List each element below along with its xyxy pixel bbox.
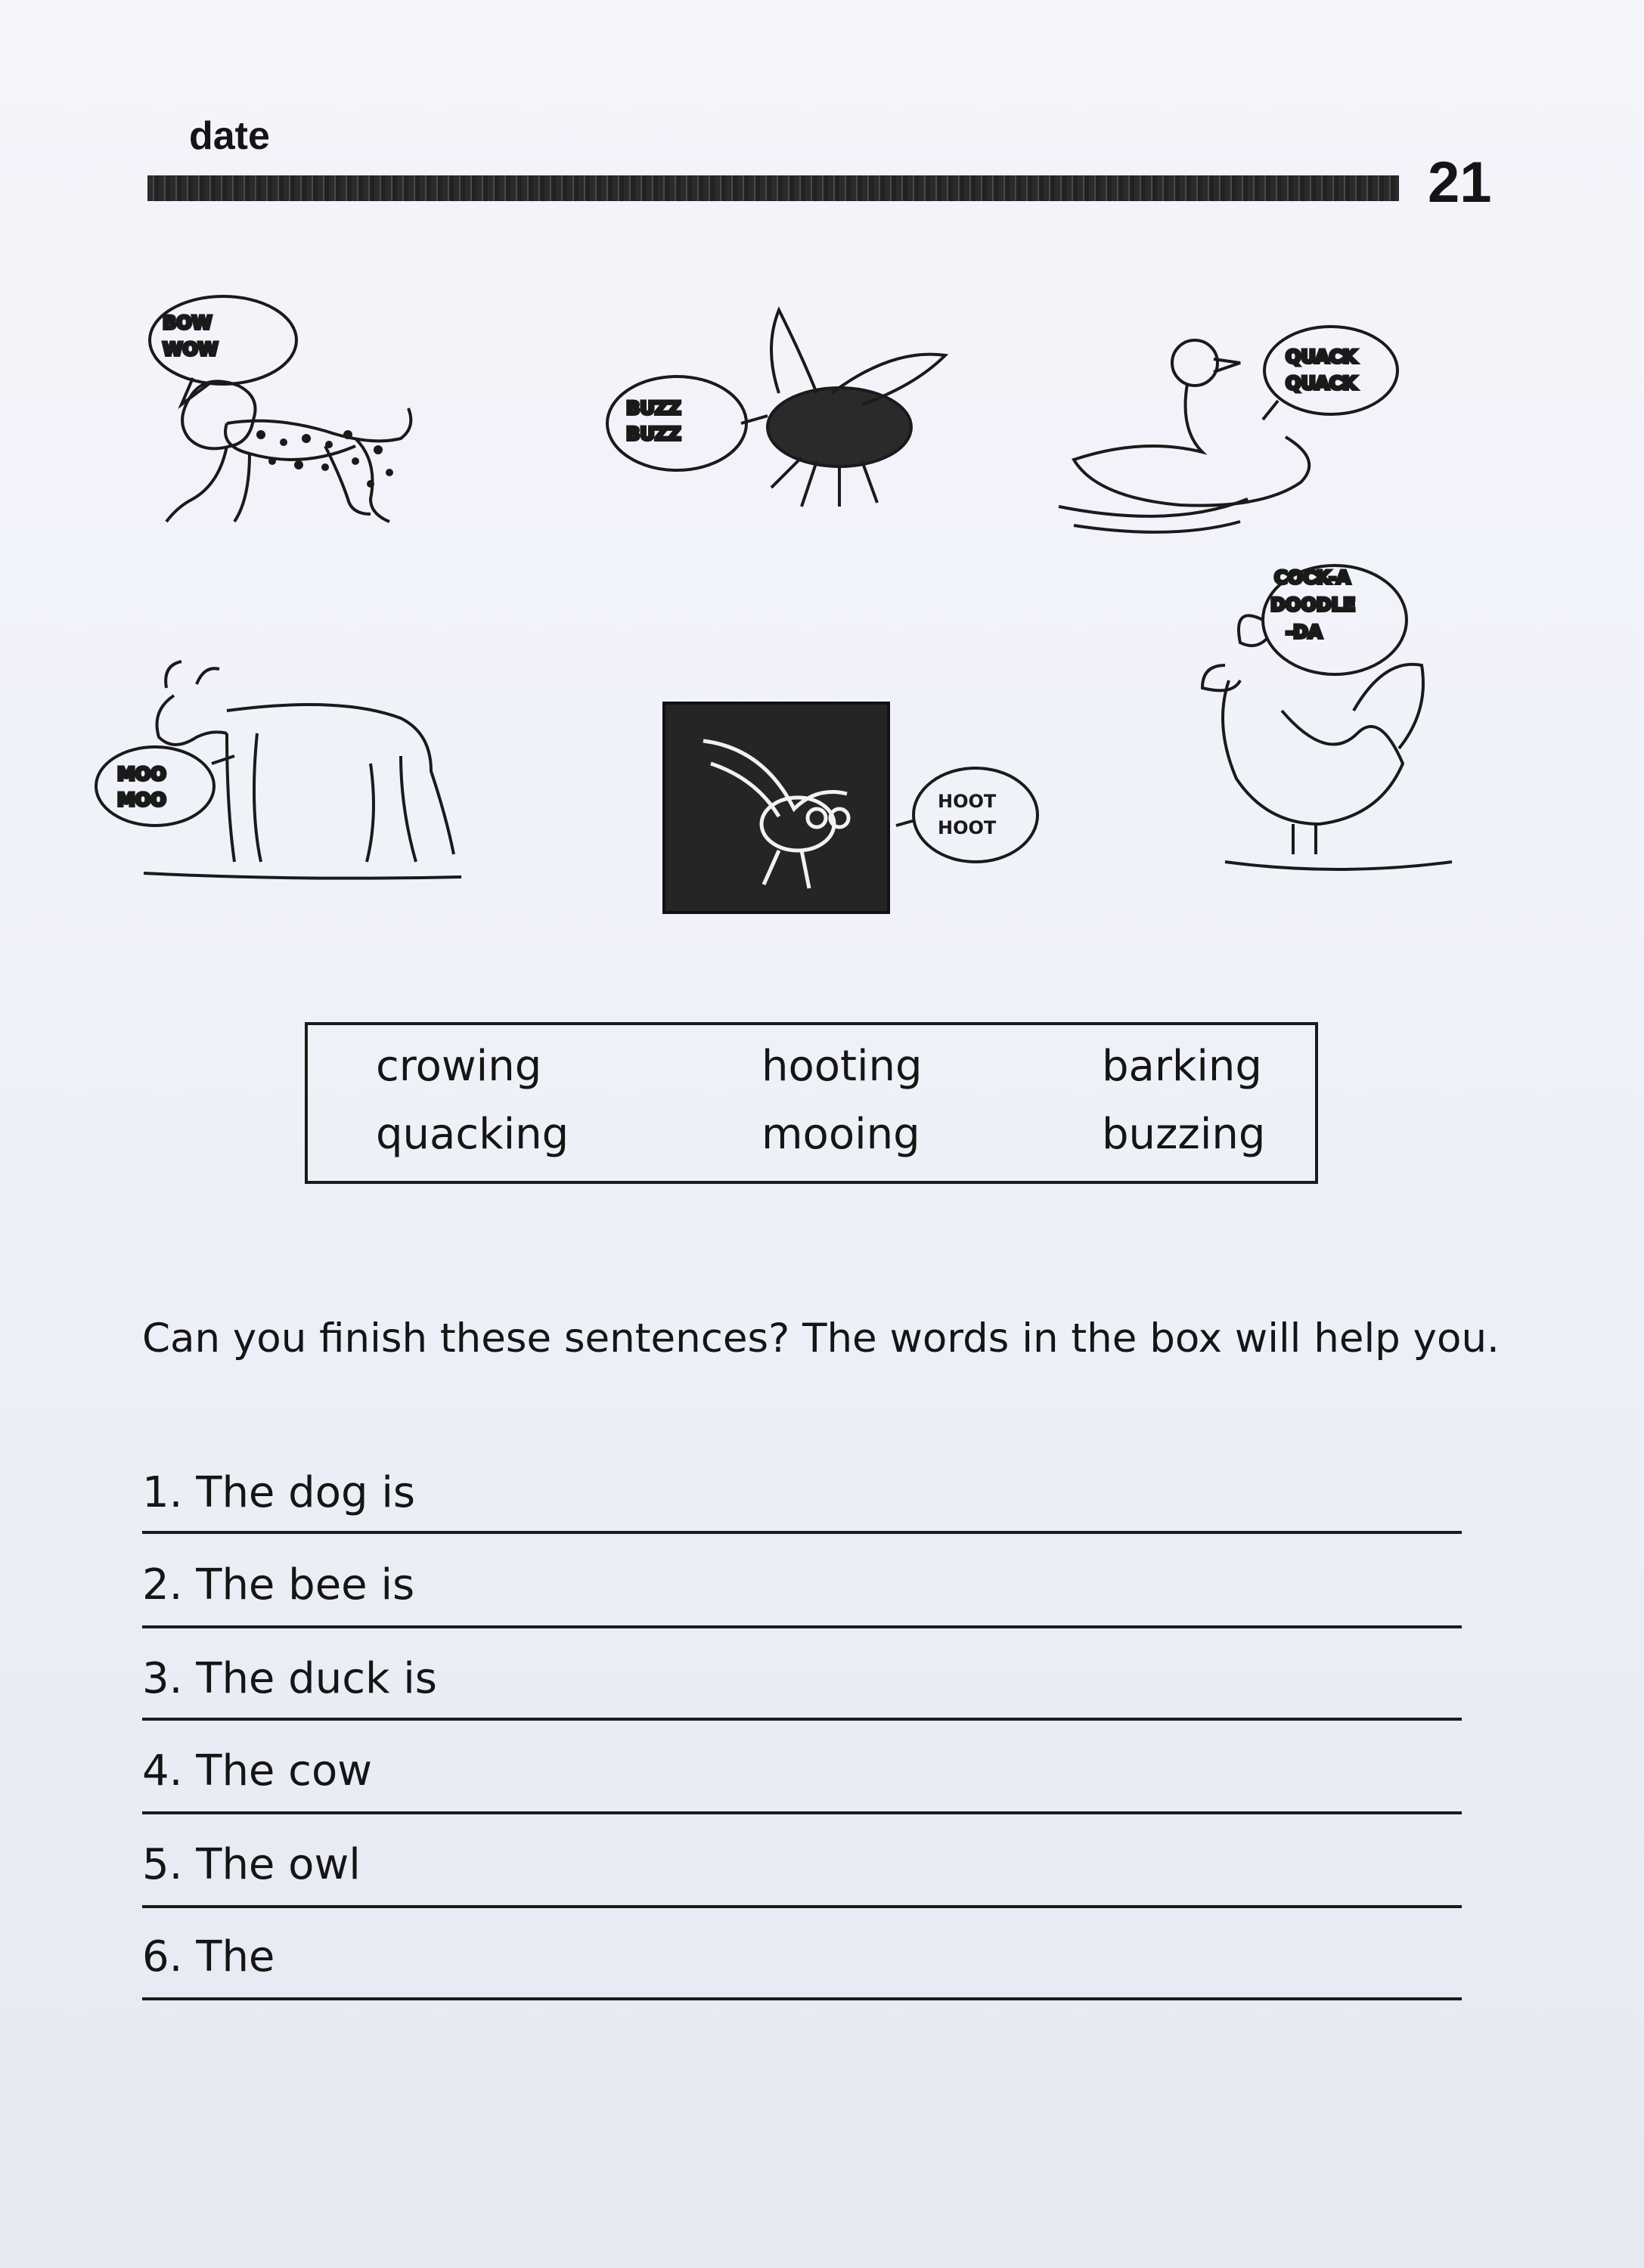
instruction-text: Can you finish these sentences? The words in the box will help you. (142, 1315, 1500, 1362)
word-mooing: mooing (762, 1110, 920, 1159)
duck-illustration (1059, 327, 1397, 532)
answer-line-5[interactable] (142, 1905, 1462, 1908)
rooster-sound-line-1: COCK-A (1274, 567, 1351, 588)
answer-line-6[interactable] (142, 1997, 1462, 2000)
dog-sound-line-2: WOW (163, 339, 219, 360)
sentence-4: 4. The cow (142, 1746, 373, 1796)
word-barking: barking (1102, 1042, 1262, 1091)
word-crowing: crowing (376, 1042, 542, 1091)
rooster-sound-line-3: -DA (1286, 621, 1323, 643)
answer-line-2[interactable] (142, 1625, 1462, 1628)
word-quacking: quacking (376, 1110, 569, 1159)
cow-sound-line-2: MOO (117, 789, 166, 810)
sentence-2: 2. The bee is (142, 1560, 415, 1610)
cow-sound-line-1: MOO (117, 764, 166, 785)
date-label: date (189, 114, 270, 158)
dog-sound-line-1: BOW (163, 312, 212, 333)
answer-line-4[interactable] (142, 1811, 1462, 1814)
duck-sound-line-2: QUACK (1286, 373, 1357, 394)
bee-illustration (607, 310, 945, 507)
animal-illustrations (0, 272, 1644, 937)
sentence-3: 3. The duck is (142, 1654, 437, 1703)
answer-line-3[interactable] (142, 1718, 1462, 1721)
owl-illustration (664, 703, 1038, 912)
duck-sound-line-1: QUACK (1286, 346, 1357, 367)
word-hooting: hooting (762, 1042, 923, 1091)
page-number: 21 (1428, 150, 1492, 215)
owl-sound-line-2: HOOT (938, 817, 997, 838)
bee-sound-line-1: BUZZ (626, 398, 681, 419)
rooster-illustration (1202, 565, 1452, 869)
bee-sound-line-2: BUZZ (626, 423, 681, 445)
owl-sound-line-1: HOOT (938, 791, 997, 812)
dog-illustration (150, 296, 411, 522)
sentence-6: 6. The (142, 1932, 275, 1981)
word-buzzing: buzzing (1102, 1110, 1266, 1159)
sentence-1: 1. The dog is (142, 1468, 416, 1517)
answer-line-1[interactable] (142, 1531, 1462, 1534)
word-box (305, 1022, 1318, 1184)
rooster-sound-line-2: DOODLE (1270, 594, 1356, 615)
sentence-5: 5. The owl (142, 1840, 361, 1889)
cow-illustration (96, 662, 461, 878)
header-bar (147, 175, 1399, 201)
